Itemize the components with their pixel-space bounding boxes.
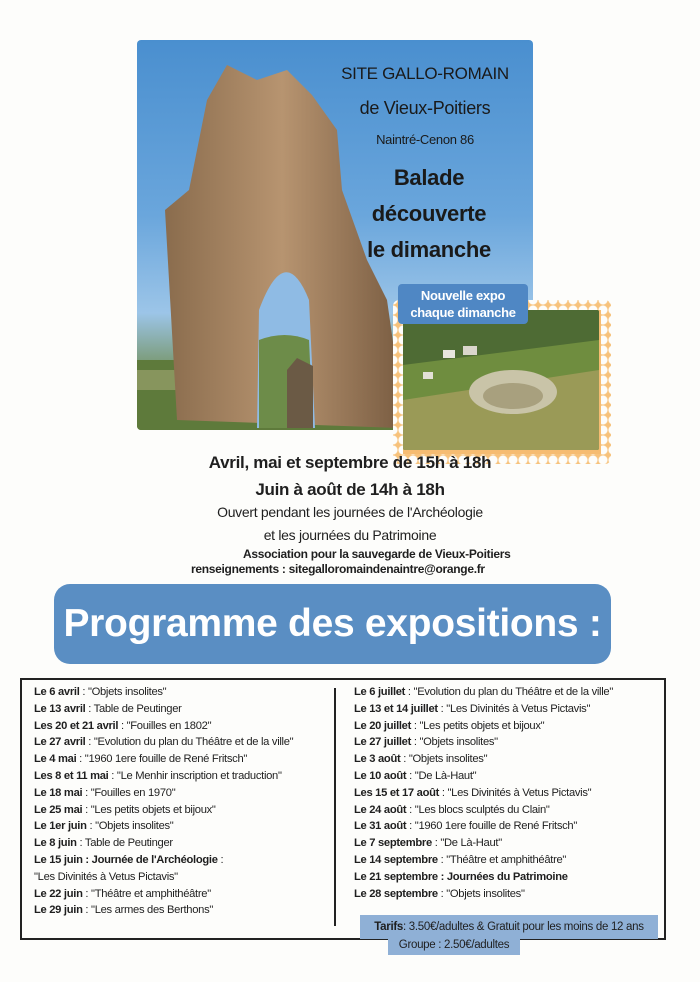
open-days-line1: Ouvert pendant les journées de l'Archéologie (217, 504, 483, 520)
aerial-site-photo (403, 310, 599, 450)
program-entry: Le 21 septembre : Journées du Patrimoine (354, 870, 568, 883)
program-entry: Le 25 mai : "Les petits objets et bijoux" (34, 803, 216, 816)
site-subtitle: de Vieux-Poitiers (359, 98, 491, 118)
tagline-line: Balade (393, 165, 465, 190)
program-entry: Le 8 juin : Table de Peutinger (34, 837, 173, 850)
site-location: Naintré-Cenon 86 (376, 132, 474, 147)
contact-email: renseignements : sitegalloromaindenaintre@orange.fr (191, 562, 485, 576)
tarifs-label: Tarifs (374, 921, 403, 933)
program-entry: Le 27 juillet : "Objets insolites" (354, 736, 498, 749)
program-entry: Le 14 septembre : "Théâtre et amphithéâtre" (354, 853, 567, 866)
program-banner: Programme des expositions : (54, 584, 611, 664)
program-entry: Le 6 juillet : "Evolution du plan du Théâtre et de la ville" (354, 686, 614, 698)
program-entry: Le 28 septembre : "Objets insolites" (354, 887, 525, 900)
program-entry: Le 13 avril : Table de Peutinger (34, 702, 182, 715)
group-price: Groupe : 2.50€/adultes (388, 935, 520, 955)
open-days-line2: et les journées du Patrimoine (263, 527, 437, 543)
program-entry: Le 4 mai : "1960 1ere fouille de René Fritsch" (34, 753, 248, 766)
site-title: SITE GALLO-ROMAIN (341, 64, 509, 83)
program-entry: Le 27 avril : "Evolution du plan du Théâtre et de la ville" (34, 736, 294, 749)
program-entry: Les 15 et 17 août : "Les Divinités à Vetus Pictavis" (354, 786, 592, 799)
association-name: Association pour la sauvegarde de Vieux-Poitiers (243, 547, 511, 561)
badge-line: Nouvelle expo (420, 288, 506, 303)
tagline-line: le dimanche (367, 237, 491, 262)
program-entry: Le 13 et 14 juillet : "Les Divinités à Vetus Pictavis" (354, 702, 591, 715)
program-entry: Le 18 mai : "Fouilles en 1970" (34, 786, 176, 799)
program-entry: Le 24 août : "Les blocs sculptés du Clain" (354, 803, 550, 816)
program-entry: Le 31 août : "1960 1ere fouille de René Fritsch" (354, 820, 578, 833)
program-entry: Les 20 et 21 avril : "Fouilles en 1802" (34, 719, 212, 732)
program-entry: Le 29 juin : "Les armes des Berthons" (34, 904, 214, 917)
program-entry: "Les Divinités à Vetus Pictavis" (34, 870, 178, 883)
program-right-column (354, 684, 613, 902)
tagline-line: découverte (371, 201, 487, 226)
program-entry: Le 22 juin : "Théâtre et amphithéâtre" (34, 887, 211, 900)
program-entry: Le 3 août : "Objets insolites" (354, 753, 488, 766)
program-left-column (34, 684, 293, 919)
hours-summer: Juin à août de 14h à 18h (255, 480, 445, 499)
hours-spring: Avril, mai et septembre de 15h à 18h (208, 453, 492, 472)
badge-line: chaque dimanche (410, 305, 516, 320)
program-entry: Le 6 avril : "Objets insolites" (34, 686, 167, 698)
program-entry: Le 10 août : "De Là-Haut" (354, 769, 477, 782)
program-entry: Le 15 juin : Journée de l'Archéologie : (34, 853, 224, 866)
new-expo-badge (398, 284, 528, 324)
program-entry: Le 7 septembre : "De Là-Haut" (354, 837, 502, 850)
tagline (339, 160, 519, 268)
program-entry: Le 1er juin : "Objets insolites" (34, 820, 174, 833)
tarifs-text: : 3.50€/adultes & Gratuit pour les moins de 12 ans (402, 921, 644, 933)
program-entry: Le 20 juillet : "Les petits objets et bijoux" (354, 719, 545, 732)
column-divider (334, 688, 336, 926)
program-entry: Les 8 et 11 mai : "Le Menhir inscription et traduction" (34, 769, 282, 782)
